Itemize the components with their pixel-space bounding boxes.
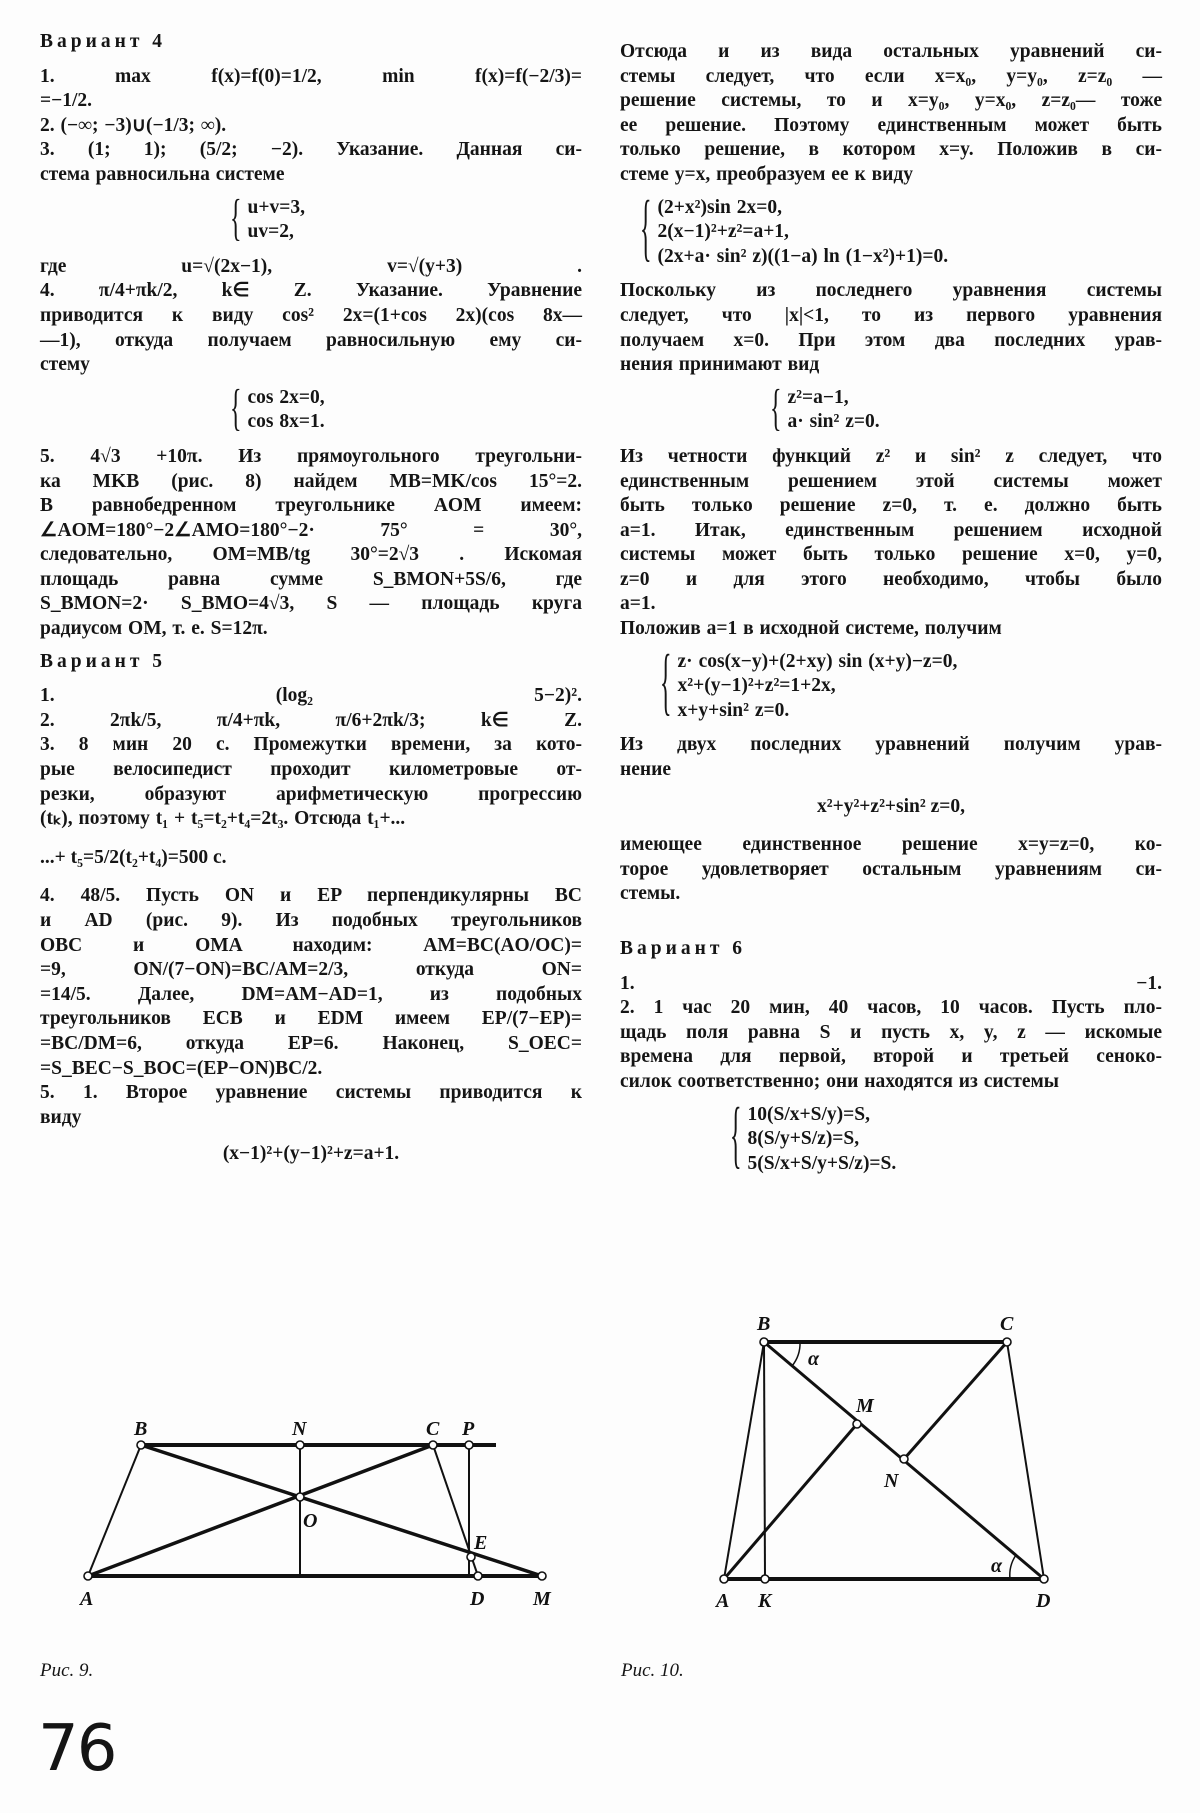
equation-line: z²=a−1, <box>787 386 849 408</box>
section-heading: Вариант 4 <box>40 31 167 52</box>
label-a: A <box>80 1588 94 1610</box>
point-b <box>760 1338 768 1346</box>
text-line: (tₖ), поэтому t₁ + t₅=t₂+t₄=2t₃. Отсюда t₁+... <box>40 808 406 830</box>
segment-cd <box>1007 1342 1044 1579</box>
text-line: следует, что |x|<1, то из первого уравнения <box>620 304 1162 326</box>
label-n: N <box>292 1418 307 1440</box>
label-a: A <box>716 1590 730 1612</box>
text-line: 3. 8 мин 20 с. Промежутки времени, за кото- <box>40 734 582 756</box>
text-line: Отсюда и из вида остальных уравнений си- <box>620 41 1162 62</box>
text-line: a=1. <box>620 593 656 615</box>
text-line: 1. max f(x)=f(0)=1/2, min f(x)=f(−2/3)= <box>40 65 582 87</box>
text-line: 4. π/4+πk/2, k∈ Z. Указание. Уравнение <box>40 280 582 302</box>
equation-line: 8(S/y+S/z)=S, <box>747 1128 860 1150</box>
text-line: 1. (log₂ 5−2)². <box>40 685 582 707</box>
text-line: z=0 и для этого необходимо, чтобы было <box>620 568 1162 590</box>
point-m <box>538 1572 546 1580</box>
brace-icon: { <box>770 381 782 437</box>
point-n <box>296 1441 304 1449</box>
text-line: решение системы, то и x=y₀, y=x₀, z=z₀— тоже <box>620 90 1162 112</box>
equation: x²+y²+z²+sin² z=0, <box>817 795 965 817</box>
figure-9-caption: Рис. 9. <box>40 1660 94 1681</box>
segment-ab <box>88 1445 141 1576</box>
text-line: стему <box>40 354 90 376</box>
brace-icon: { <box>230 191 242 247</box>
text-line: 4. 48/5. Пусть ON и EP перпендикулярны BC <box>40 885 582 907</box>
point-d <box>1040 1575 1048 1583</box>
brace-icon: { <box>640 189 652 272</box>
text-line: OBC и OMA находим: AM=BC(AO/OC)= <box>40 934 582 956</box>
section-heading: Вариант 5 <box>40 650 167 672</box>
point-m <box>853 1420 861 1428</box>
label-d: D <box>1036 1590 1051 1612</box>
text-line: получаем x=0. При этом два последних урав- <box>620 329 1162 351</box>
text-line: =14/5. Далее, DM=AM−AD=1, из подобных <box>40 983 582 1005</box>
text-line: 5. 4√3 +10π. Из прямоугольного треугольни- <box>40 445 582 467</box>
segment-bk <box>764 1342 765 1579</box>
text-line: ∠AOM=180°−2∠AMO=180°−2· 75° = 30°, <box>40 519 582 541</box>
equation-line: cos 2x=0, <box>247 386 325 408</box>
brace-icon: { <box>660 644 672 726</box>
text-line: =9, ON/(7−ON)=BC/AM=2/3, откуда ON= <box>40 959 582 981</box>
equation: ...+ t₅=5/2(t₂+t₄)=500 с. <box>40 846 227 868</box>
label-b: B <box>757 1313 771 1335</box>
text-line: =BC/DM=6, откуда EP=6. Наконец, S_OEC= <box>40 1032 582 1054</box>
text-line: 3. (1; 1); (5/2; −2). Указание. Данная си- <box>40 139 582 161</box>
label-e: E <box>474 1532 488 1554</box>
equation: (x−1)²+(y−1)²+z=a+1. <box>222 1143 400 1165</box>
text-line: виду <box>40 1106 82 1128</box>
text-line: ее решение. Поэтому единственным может быть <box>620 114 1162 136</box>
text-line: Положив a=1 в исходной системе, получим <box>620 618 1002 640</box>
text-line: системы может быть только решение x=0, y=0, <box>620 544 1162 566</box>
equation-line: z· cos(x−y)+(2+xy) sin (x+y)−z=0, <box>677 650 958 672</box>
text-line: силок соответственно; они находятся из системы <box>620 1070 1059 1092</box>
point-p <box>465 1441 473 1449</box>
section-heading: Вариант 6 <box>620 938 747 959</box>
angle-arc-b <box>792 1342 800 1366</box>
segment-am <box>724 1424 857 1579</box>
label-b: B <box>134 1418 148 1440</box>
equation-line: (2+x²)sin 2x=0, <box>657 196 782 218</box>
label-alpha-top: α <box>808 1348 820 1370</box>
label-p: P <box>462 1418 475 1440</box>
point-c <box>429 1441 437 1449</box>
angle-arc-d <box>1010 1555 1016 1579</box>
label-k: K <box>758 1590 772 1612</box>
segment-ac <box>88 1445 433 1576</box>
label-n: N <box>884 1470 899 1492</box>
label-m: M <box>533 1588 551 1610</box>
text-line: щадь поля равна S и пусть x, y, z — искомые <box>620 1021 1162 1043</box>
equation-line: 10(S/x+S/y)=S, <box>747 1103 870 1125</box>
text-line: —1), откуда получаем равносильную ему си- <box>40 329 582 351</box>
text-line: S_BMON=2· S_BMO=4√3, S — площадь круга <box>40 593 582 615</box>
text-line: 2. 2πk/5, π/4+πk, π/6+2πk/3; k∈ Z. <box>40 709 582 731</box>
text-line: =S_BEC−S_BOC=(EP−ON)BC/2. <box>40 1057 323 1079</box>
equation-line: a· sin² z=0. <box>787 411 880 433</box>
text-line: 2. (−∞; −3)∪(−1/3; ∞). <box>40 114 227 136</box>
equation-line: 2(x−1)²+z²=a+1, <box>657 221 789 243</box>
equation-line: (2x+a· sin² z)((1−a) ln (1−x²)+1)=0. <box>657 245 949 267</box>
segment-bm <box>141 1445 542 1576</box>
figure-10-caption: Рис. 10. <box>621 1660 684 1681</box>
text-line: быть только решение z=0, т. е. должно быть <box>620 495 1162 517</box>
equation-line: x+y+sin² z=0. <box>677 699 790 721</box>
point-c <box>1003 1338 1011 1346</box>
text-line: торое удовлетворяет остальным уравнениям си- <box>620 858 1162 880</box>
text-line: нение <box>620 759 672 781</box>
point-o <box>296 1493 304 1501</box>
point-e <box>467 1553 475 1561</box>
equation-line: x²+(y−1)²+z²=1+2x, <box>677 675 836 697</box>
text-line: треугольников ECB и EDM имеем EP/(7−EP)= <box>40 1008 582 1030</box>
figure-10 <box>714 1313 1050 1612</box>
point-k <box>761 1575 769 1583</box>
point-b <box>137 1441 145 1449</box>
brace-icon: { <box>730 1096 742 1179</box>
text-line: a=1. Итак, единственным решением исходной <box>620 519 1162 541</box>
text-line: =−1/2. <box>40 90 93 112</box>
equation-line: cos 8x=1. <box>247 411 325 433</box>
text-line: площадь равна сумме S_BMON+5S/6, где <box>40 568 582 590</box>
label-c: C <box>1000 1313 1014 1335</box>
equation-line: uv=2, <box>247 221 294 243</box>
text-line: Из четности функций z² и sin² z следует, что <box>620 445 1162 467</box>
label-m: M <box>856 1395 874 1417</box>
text-line: где u=√(2x−1), v=√(y+3) . <box>40 255 582 277</box>
point-a <box>720 1575 728 1583</box>
text-line: стема равносильна системе <box>40 163 285 185</box>
text-line: стемы следует, что если x=x₀, y=y₀, z=z₀ — <box>620 65 1162 87</box>
text-line: и AD (рис. 9). Из подобных треугольников <box>40 910 582 931</box>
point-n <box>900 1455 908 1463</box>
text-line: резки, образуют арифметическую прогрессию <box>40 783 582 805</box>
text-line: стеме y=x, преобразуем ее к виду <box>620 163 913 185</box>
text-line: Из двух последних уравнений получим урав- <box>620 734 1162 756</box>
text-line: радиусом OM, т. е. S=12π. <box>40 618 268 640</box>
text-line: приводится к виду cos² 2x=(1+cos 2x)(cos 8x— <box>40 304 582 326</box>
text-line: следовательно, OM=MB/tg 30°=2√3 . Искомая <box>40 544 582 566</box>
label-alpha-bottom: α <box>991 1555 1003 1577</box>
text-line: только решение, в котором x=y. Положив в си- <box>620 139 1162 161</box>
text-line: 2. 1 час 20 мин, 40 часов, 10 часов. Пусть пло- <box>620 997 1162 1019</box>
segment-cn <box>904 1342 1007 1459</box>
text-line: В равнобедренном треугольнике AOM имеем: <box>40 495 582 517</box>
text-line: нения принимают вид <box>620 354 820 376</box>
brace-icon: { <box>230 381 242 437</box>
segment-ab <box>724 1342 764 1579</box>
text-line: 5. 1. Второе уравнение системы приводится к <box>40 1082 582 1104</box>
equation-line: u+v=3, <box>247 196 305 218</box>
text-line: ка MKB (рис. 8) найдем MB=MK/cos 15°=2. <box>40 470 582 492</box>
text-line: Поскольку из последнего уравнения системы <box>620 280 1162 302</box>
page-number: 76 <box>38 1712 116 1786</box>
equation-line: 5(S/x+S/y+S/z)=S. <box>747 1152 897 1174</box>
text-line: имеющее единственное решение x=y=z=0, ко- <box>620 834 1162 856</box>
label-o: O <box>303 1510 318 1532</box>
figure-9 <box>78 1418 552 1610</box>
text-line: 1. −1. <box>620 972 1162 994</box>
text-line: стемы. <box>620 883 681 905</box>
point-a <box>84 1572 92 1580</box>
text-line: единственным решением этой системы может <box>620 470 1162 492</box>
label-c: C <box>426 1418 440 1440</box>
point-d <box>474 1572 482 1580</box>
text-line: времена для первой, второй и третьей сеноко- <box>620 1046 1162 1068</box>
label-d: D <box>470 1588 485 1610</box>
text-line: рые велосипедист проходит километровые от- <box>40 759 582 781</box>
